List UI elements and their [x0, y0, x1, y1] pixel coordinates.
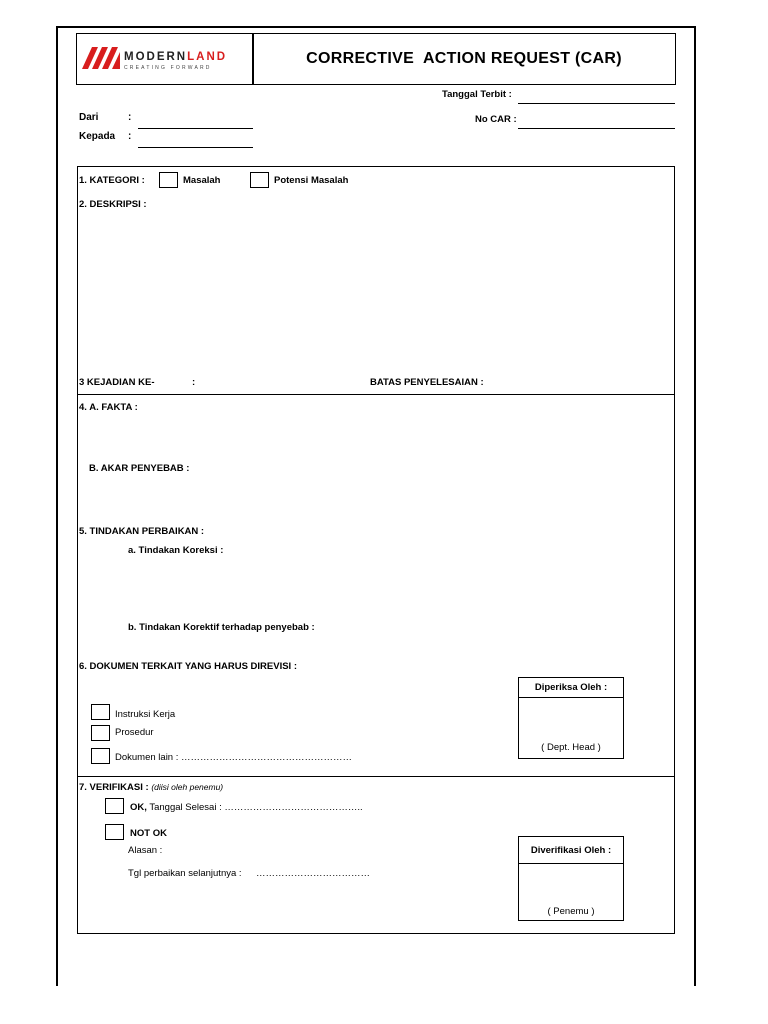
masalah-checkbox[interactable] — [159, 172, 178, 188]
potensi-masalah-label: Potensi Masalah — [274, 175, 349, 186]
no-car-field[interactable] — [518, 128, 675, 129]
dokumen-lain-label: Dokumen lain : ……………………………………………… — [115, 752, 353, 763]
tanggal-terbit-field[interactable] — [518, 103, 675, 104]
diverifikasi-divider — [518, 863, 624, 864]
tgl-perbaikan-field[interactable]: ……………………………… — [256, 868, 370, 879]
kepada-label: Kepada — [79, 131, 116, 142]
akar-penyebab-label: B. AKAR PENYEBAB : — [89, 463, 190, 474]
ok-label: OK, — [130, 802, 147, 813]
dari-colon: : — [128, 112, 132, 123]
dari-field[interactable] — [138, 128, 253, 129]
kejadian-colon: : — [192, 377, 196, 388]
not-ok-checkbox[interactable] — [105, 824, 124, 840]
ok-row — [130, 802, 363, 813]
diperiksa-oleh-title: Diperiksa Oleh : — [534, 682, 608, 693]
ok-checkbox[interactable] — [105, 798, 124, 814]
diverifikasi-signature-field[interactable] — [519, 865, 623, 903]
no-car-label: No CAR : — [475, 114, 517, 125]
diperiksa-divider — [518, 697, 624, 698]
masalah-label: Masalah — [183, 175, 221, 186]
prosedur-label: Prosedur — [115, 727, 154, 738]
dari-label: Dari — [79, 112, 99, 123]
fakta-label: 4. A. FAKTA : — [79, 402, 138, 413]
tindakan-korektif-label: b. Tindakan Korektif terhadap penyebab : — [128, 622, 315, 633]
instruksi-kerja-checkbox[interactable] — [91, 704, 110, 720]
deskripsi-label: 2. DESKRIPSI : — [79, 199, 147, 210]
kejadian-label: 3 KEJADIAN KE- — [79, 377, 155, 388]
diverifikasi-oleh-title: Diverifikasi Oleh : — [530, 845, 612, 856]
dokumen-lain-checkbox[interactable] — [91, 748, 110, 764]
kepada-field[interactable] — [138, 147, 253, 148]
tgl-perbaikan-label: Tgl perbaikan selanjutnya : — [128, 868, 242, 879]
logo-tagline: CREATING FORWARD — [124, 65, 212, 71]
deskripsi-field[interactable] — [80, 214, 670, 364]
penemu-label: ( Penemu ) — [547, 906, 595, 917]
instruksi-kerja-label: Instruksi Kerja — [115, 709, 176, 720]
alasan-label: Alasan : — [128, 845, 163, 856]
dept-head-label: ( Dept. Head ) — [541, 742, 601, 753]
logo-wordmark: MODERNLAND — [124, 51, 228, 63]
kategori-label: 1. KATEGORI : — [79, 175, 145, 186]
tindakan-koreksi-label: a. Tindakan Koreksi : — [128, 545, 224, 556]
tindakan-perbaikan-label: 5. TINDAKAN PERBAIKAN : — [79, 526, 205, 537]
prosedur-checkbox[interactable] — [91, 725, 110, 741]
verifikasi-note: (diisi oleh penemu) — [151, 782, 224, 792]
dokumen-terkait-label: 6. DOKUMEN TERKAIT YANG HARUS DIREVISI : — [79, 661, 297, 672]
potensi-masalah-checkbox[interactable] — [250, 172, 269, 188]
verifikasi-heading — [79, 782, 223, 793]
tanggal-terbit-label: Tanggal Terbit : — [442, 89, 512, 100]
batas-penyelesaian-label: BATAS PENYELESAIAN : — [370, 377, 484, 388]
verifikasi-label: 7. VERIFIKASI : — [79, 782, 149, 793]
not-ok-label: NOT OK — [130, 828, 167, 839]
form-title: CORRECTIVE ACTION REQUEST (CAR) — [306, 50, 622, 67]
kepada-colon: : — [128, 131, 132, 142]
ok-tanggal-label: Tanggal Selesai : …………………………………….. — [146, 802, 363, 813]
diperiksa-signature-field[interactable] — [519, 699, 623, 737]
